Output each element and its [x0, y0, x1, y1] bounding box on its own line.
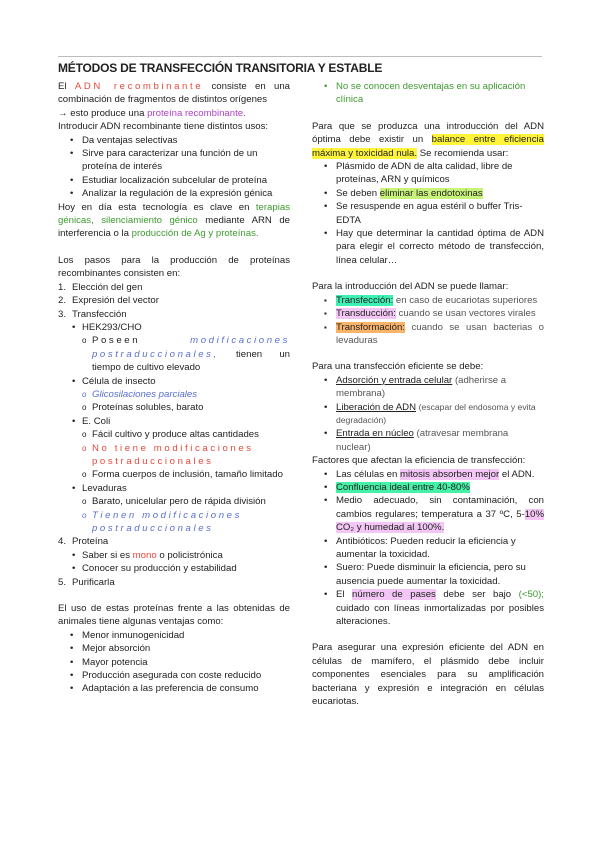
insecto-option: o Glicosilaciones parciales: [58, 388, 290, 401]
uses-list: [58, 134, 290, 201]
list-item: • Entrada en núcleo (atravesar membrana nuclear): [312, 427, 544, 454]
right-column: [312, 80, 544, 708]
list-item: ▪ Transfección: en caso de eucariotas superiores: [312, 294, 544, 307]
list-item: • Menor inmunogenicidad: [58, 629, 290, 642]
paso-item: 2. Expresión del vector: [58, 295, 159, 307]
list-item: • Suero: Puede disminuir la eficiencia, pero su ausencia puede aumentar la toxicidad.: [312, 561, 544, 588]
list-item: • Da ventajas selectivas: [58, 134, 290, 147]
insecto-option: o Proteínas solubles, barato: [58, 401, 290, 414]
terapias-term: terapias génicas, silenciamiento génico: [58, 201, 290, 227]
list-item: • El número de pases debe ser bajo (<50); cuidado con líneas inmortalizadas por posibles alteraciones.: [312, 588, 544, 628]
balance-paragraph: Para que se produzca una introducción del ADN óptima debe existir un balance entre eficiencia máxima y toxicidad nula. Se recomienda usar:: [312, 120, 544, 159]
left-column: [58, 80, 290, 696]
proteina-subitem: • Conocer su producción y estabilidad: [58, 562, 290, 575]
list-item: • Confluencia ideal entre 40-80%: [312, 481, 544, 494]
llamar-list: [312, 294, 544, 348]
proteina-recombinante-term: proteína recombinante.: [147, 107, 246, 119]
list-item: • Sirve para caracterizar una función de un proteína de interés: [58, 147, 290, 174]
llamar-intro: Para la introducción del ADN se puede llamar:: [312, 281, 509, 293]
adn-recombinante-term: ADN recombinante: [74, 81, 204, 92]
list-item: • Hay que determinar la cantidad óptima de ADN para elegir el correcto método de transfección, línea celular…: [312, 227, 544, 267]
eficiente-intro: Para una transfección eficiente se debe:: [312, 361, 484, 373]
insecto-item: • Célula de insecto: [58, 375, 290, 388]
ecoli-option: o No tiene modificaciones postraduccionales: [58, 442, 290, 469]
levaduras-item: • Levaduras: [58, 482, 290, 495]
list-item: • Estudiar localización subcelular de proteína: [58, 174, 290, 187]
uses-intro: Introducir ADN recombinante tiene distintos usos:: [58, 121, 269, 133]
intro-text: El: [58, 81, 67, 92]
factores-list: [312, 468, 544, 629]
list-item: • Adsorción y entrada celular (adherirse a membrana): [312, 374, 544, 401]
clave-text: Hoy en día esta tecnología es clave en: [58, 201, 250, 213]
list-item: • Liberación de ADN (escapar del endosoma y evita degradación): [312, 401, 544, 428]
list-item: • Se resuspende en agua estéril o buffer Tris-EDTA: [312, 200, 544, 227]
uso-intro: El uso de estas proteínas frente a las obtenidas de animales tiene algunas ventajas como:: [58, 603, 290, 628]
paso-item: 3. Transfección: [58, 308, 127, 320]
final-paragraph: Para asegurar una expresión eficiente del ADN en células de mamífero, el plásmido debe incluir componentes esenciales para su amplificación bacteriana y expresión e integración en células eucariotas.: [312, 642, 544, 708]
list-item: • Medio adecuado, sin contaminación, con cambios regulares; temperatura a 37 ºC, 5-10% CO₂ y humedad al 100%.: [312, 494, 544, 534]
desventajas-item: • No se conocen desventajas en su aplicación clínica: [312, 80, 544, 107]
list-item: • Plásmido de ADN de alta calidad, libre de proteínas, ARN y químicos: [312, 160, 544, 187]
levaduras-option: o Barato, unicelular pero de rápida división: [58, 495, 290, 508]
hek-option: o Poseen modificaciones postraduccionales, tienen un tiempo de cultivo elevado: [58, 334, 290, 374]
list-item: • Las células en mitosis absorben mejor el ADN.: [312, 468, 544, 481]
ecoli-option: o Fácil cultivo y produce altas cantidades: [58, 428, 290, 441]
proteina-subitem: • Saber si es mono o policistrónica: [58, 549, 290, 562]
top-rule: [58, 56, 542, 57]
levaduras-option: o Tienen modificaciones postraduccionales: [58, 509, 290, 536]
list-item: • Analizar la regulación de la expresión génica: [58, 187, 290, 200]
intro-paragraph: [58, 80, 290, 120]
list-item: • Producción asegurada con coste reducido: [58, 669, 290, 682]
paso-item: 4. Proteína: [58, 536, 109, 548]
ecoli-item: • E. Coli: [58, 415, 290, 428]
list-item: ▪ Transducción: cuando se usan vectores virales: [312, 307, 544, 320]
page-title: MÉTODOS DE TRANSFECCIÓN TRANSITORIA Y ESTABLE: [58, 61, 383, 75]
list-item: ▪ Transformación: cuando se usan bacterias o levaduras: [312, 321, 544, 348]
intro-text: consiste en una combinación de fragmentos de distintos orígenes: [58, 81, 291, 106]
pasos-intro: Los pasos para la producción de proteínas recombinantes consisten en:: [58, 254, 290, 280]
paso-item: 1. Elección del gen: [58, 281, 143, 293]
list-item: • Adaptación a las preferencia de consumo: [58, 682, 290, 695]
clave-text: mediante ARN de interferencia o la: [58, 215, 290, 240]
list-item: • Se deben eliminar las endotoxinas: [312, 187, 544, 200]
paso-item: 5. Purificarla: [58, 576, 115, 588]
recomienda-list: [312, 160, 544, 267]
ventajas-list: [58, 629, 290, 696]
intro-text: esto produce una: [70, 107, 145, 119]
clave-paragraph: [58, 201, 290, 241]
list-item: • Mejor absorción: [58, 642, 290, 655]
list-item: • Antibióticos: Pueden reducir la eficiencia y aumentar la toxicidad.: [312, 535, 544, 562]
eficiente-list: [312, 374, 544, 454]
factores-intro: Factores que afectan la eficiencia de transfección:: [312, 455, 526, 467]
pasos-list: [58, 281, 290, 321]
list-item: • Mayor potencia: [58, 656, 290, 669]
hek-item: • HEK293/CHO: [58, 321, 290, 334]
produccion-term: producción de Ag y proteínas.: [131, 228, 259, 240]
arrow-icon: →: [58, 107, 68, 119]
ecoli-option: o Forma cuerpos de inclusión, tamaño limitado: [58, 468, 290, 481]
